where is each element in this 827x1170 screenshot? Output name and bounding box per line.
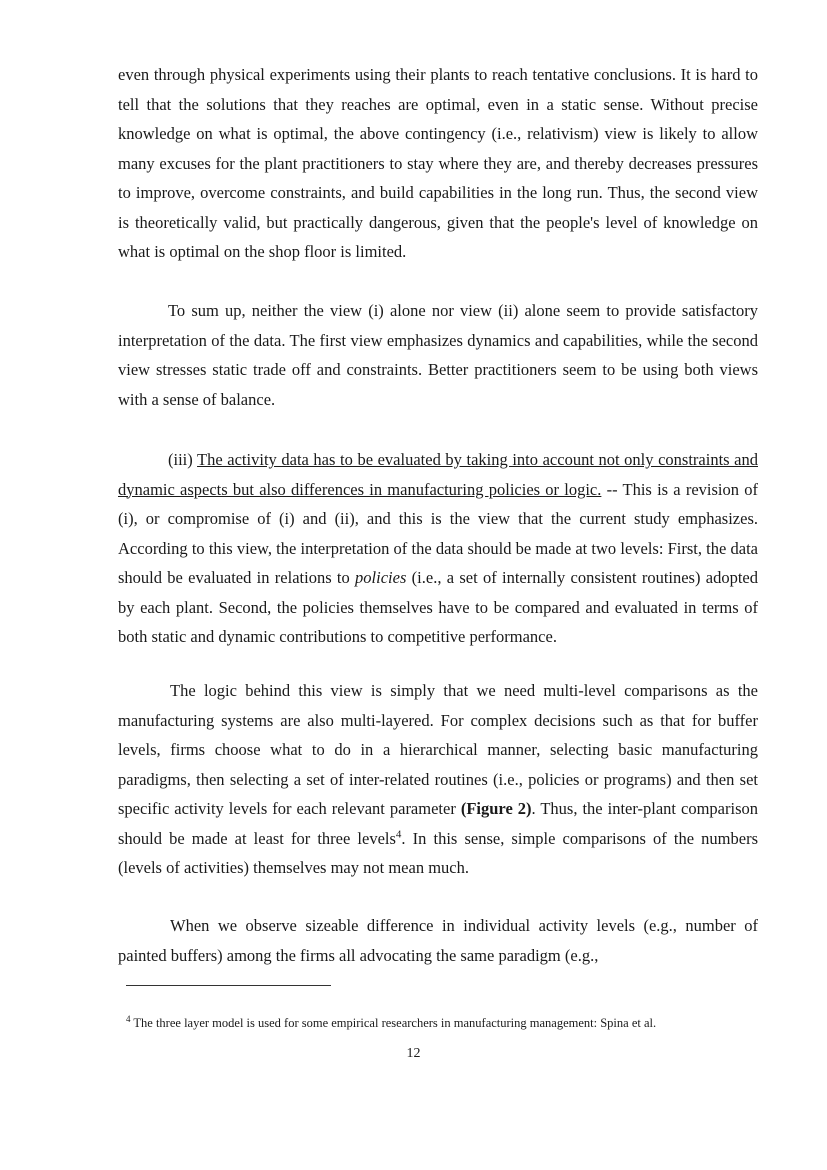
italic-term: policies: [355, 568, 407, 587]
paragraph-view-iii: [118, 445, 758, 652]
figure-reference: (Figure 2): [460, 799, 532, 818]
page-number: 12: [406, 1046, 421, 1061]
paragraph-text: The logic behind this view is simply that we need multi-level comparisons as the manufacturing systems are also multi-layered. For complex decisions such as that for buffer levels, firms choose what to do in a hierarchical manner, selecting basic manufacturing paradigms, then selecting a set of inter-related routines (i.e., policies or programs) and then set specific activity levels for each relevant parameter: [118, 681, 758, 818]
paragraph-text: even through physical experiments using their plants to reach tentative conclusions. It is hard to tell that the solutions that they reaches are optimal, even in a static sense. Without precise knowledge on what is optimal, the above contingency (i.e., relativism) view is likely to allow many excuses for the plant practitioners to stay where they are, and thereby decreases pressures to improve, overcome constraints, and build capabilities in the long run. Thus, the second view is theoretically valid, but practically dangerous, given that the people's level of knowledge on what is optimal on the shop floor is limited.: [118, 65, 758, 261]
footnote-marker: 4: [126, 1013, 131, 1024]
paragraph-text: -- This is a revision of (i), or compromise of (i) and (ii), and this is the view that the current study emphasizes. According to this view, the interpretation of the data should be made at two levels: First, the data should be evaluated in relations to: [118, 479, 758, 587]
footnote-text: The three layer model is used for some empirical researchers in manufacturing management: Spina et al.: [130, 1016, 657, 1030]
footnote-separator: [126, 985, 331, 986]
paragraph-observation: [118, 911, 758, 970]
paragraph-continuation: [118, 60, 758, 267]
paragraph-text: . Thus, the inter-plant comparison should be made at least for three levels: [118, 799, 758, 848]
paragraph-summary: [118, 296, 758, 414]
paragraph-text: To sum up, neither the view (i) alone nor view (ii) alone seem to provide satisfactory interpretation of the data. The first view emphasizes dynamics and capabilities, while the second view stresses static trade off and constraints. Better practitioners seem to be using both views with a sense of balance.: [118, 301, 758, 409]
view-number: (iii): [168, 450, 198, 469]
paragraph-text: . In this sense, simple comparisons of the numbers (levels of activities) themselves may not mean much.: [118, 828, 758, 877]
paragraph-text: (i.e., a set of internally consistent routines) adopted by each plant. Second, the policies themselves have to be compared and evaluated in terms of both static and dynamic contributions to competitive performance.: [118, 568, 759, 646]
footnote-reference: 4: [395, 828, 402, 840]
paragraph-text: When we observe sizeable difference in individual activity levels (e.g., number of painted buffers) among the firms all advocating the same paradigm (e.g.,: [118, 916, 758, 965]
paragraph-logic: [118, 676, 758, 883]
underlined-thesis: The activity data has to be evaluated by taking into account not only constraints and dynamic aspects but also differences in manufacturing policies or logic.: [118, 450, 758, 499]
footnote: [126, 1014, 746, 1032]
